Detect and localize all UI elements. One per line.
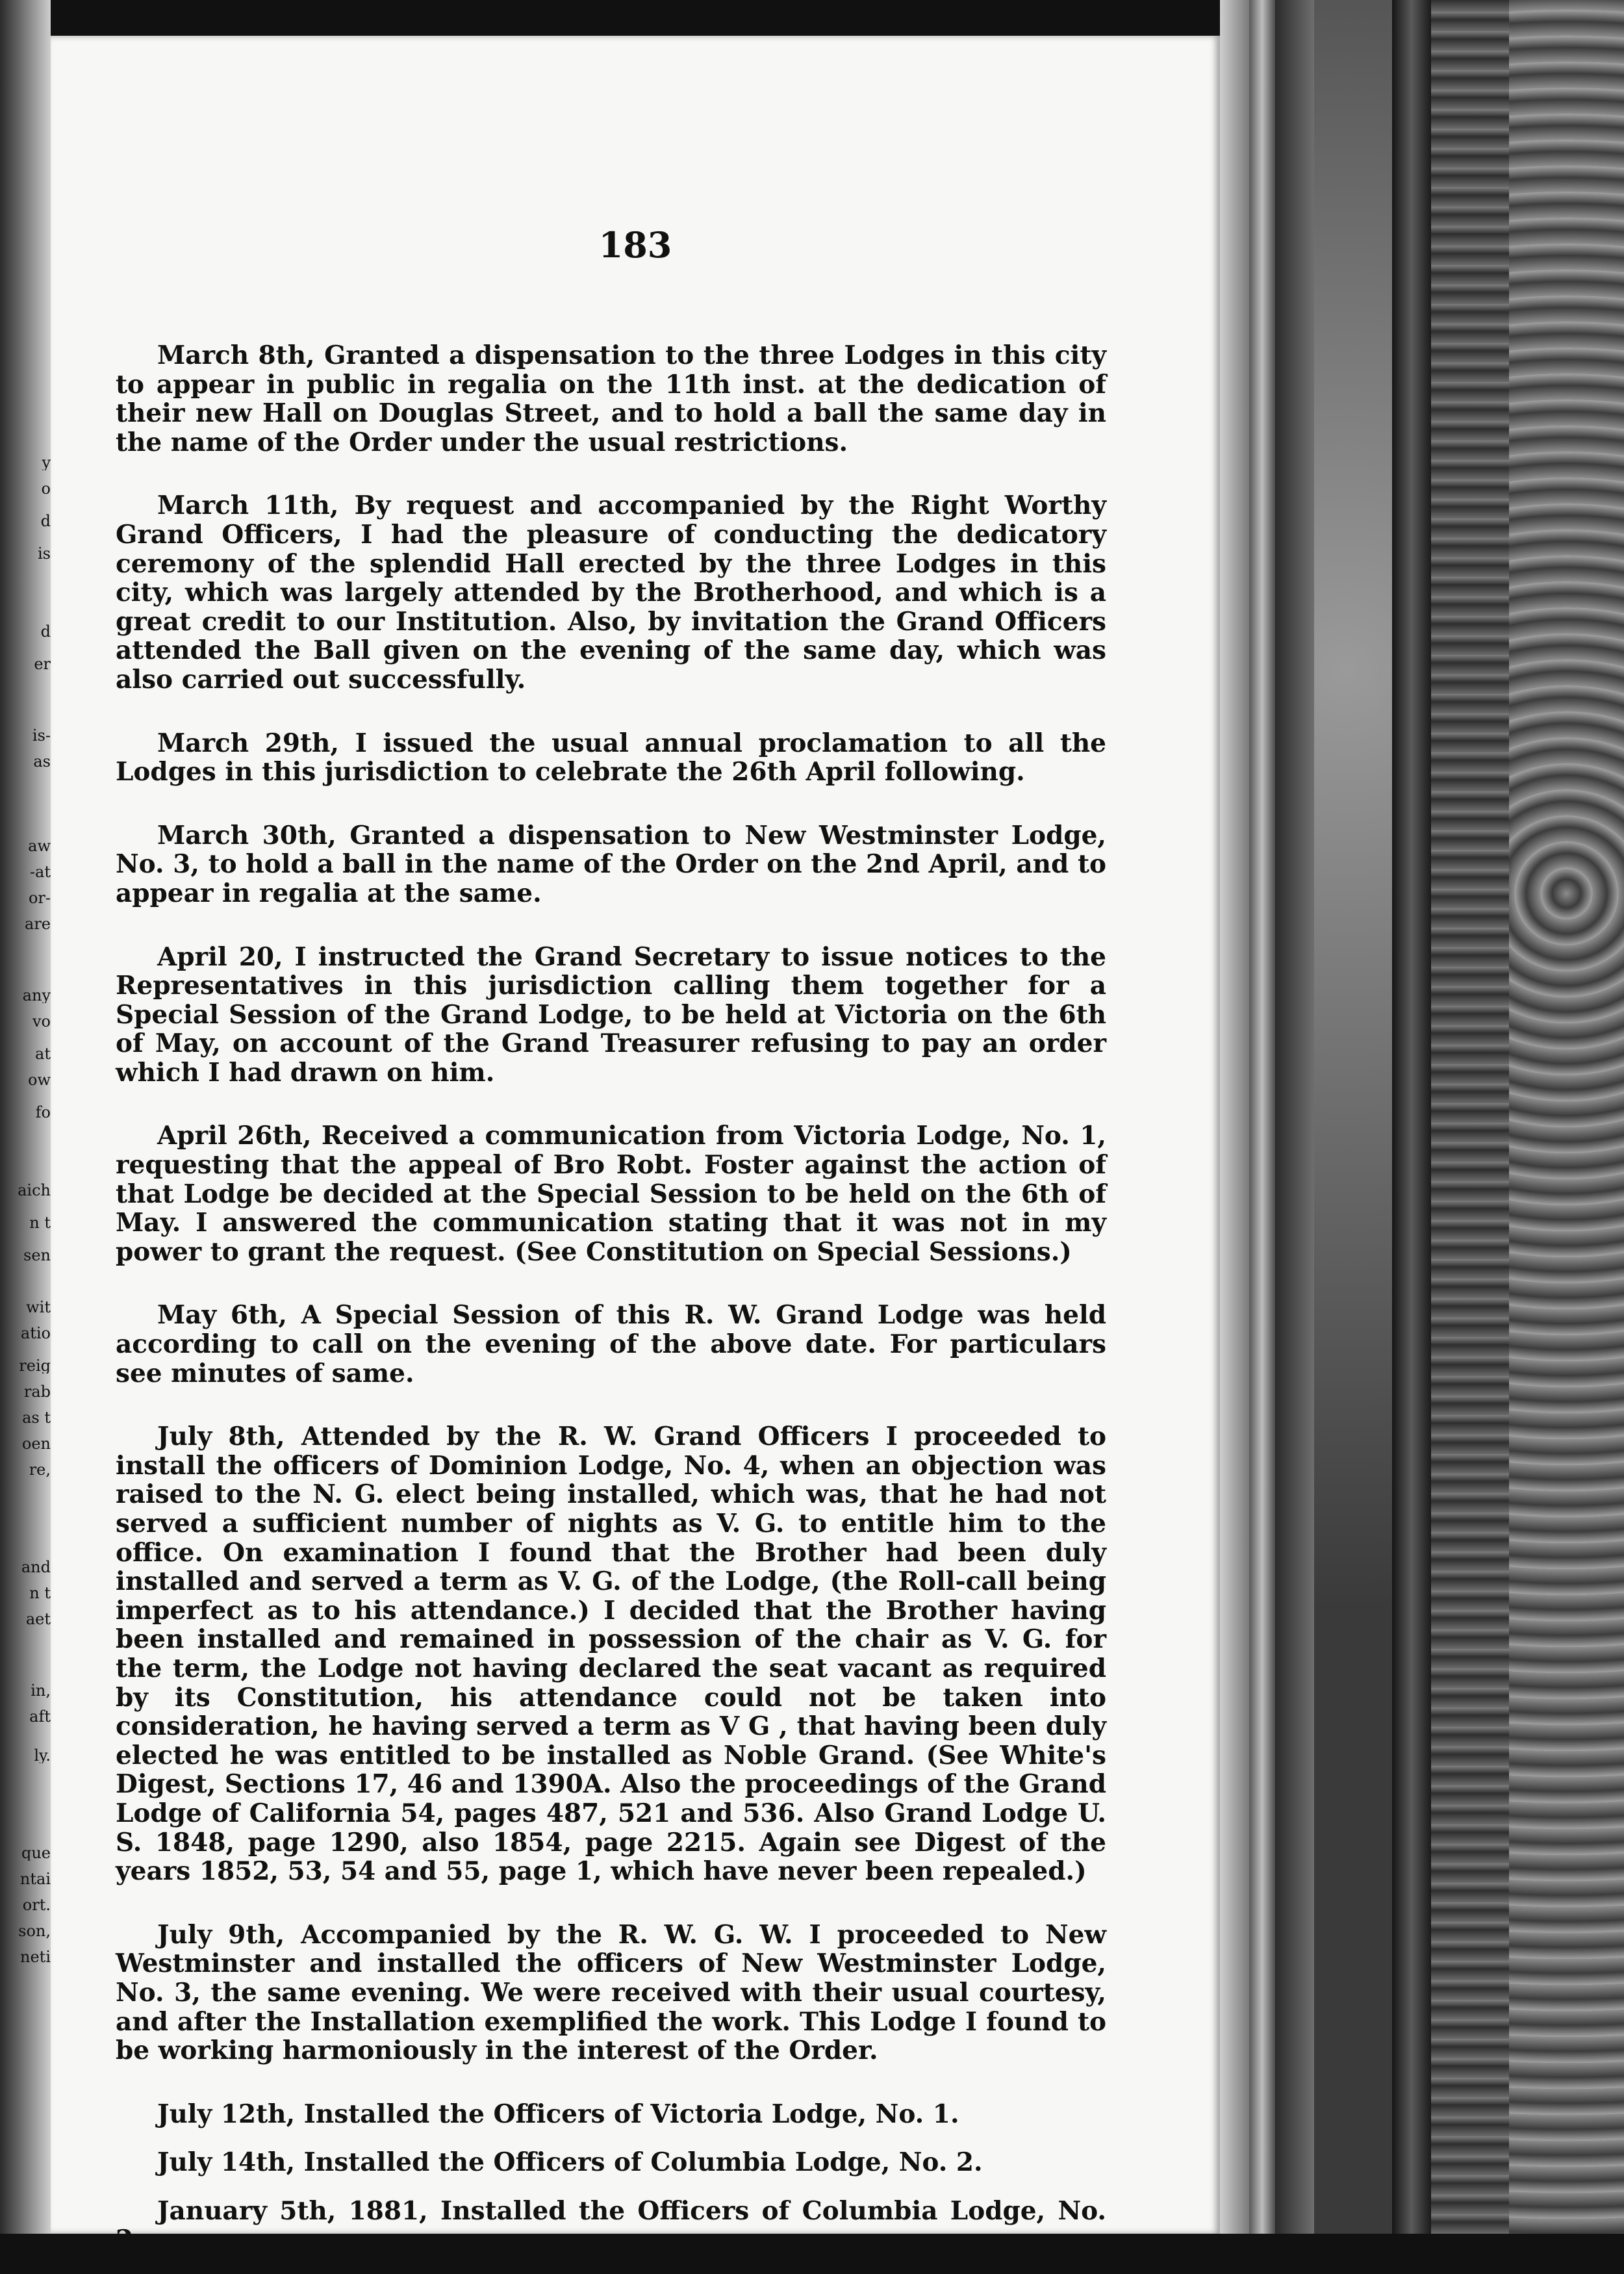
facing-page-fragment: or- <box>28 890 51 906</box>
paragraph-may-6: May 6th, A Special Session of this R. W. Grand Lodge was held according to call on the evening of the above date. For particulars see minutes of same. <box>116 1300 1106 1388</box>
facing-page-fragment: as t <box>22 1410 51 1425</box>
facing-page-fragment: d <box>40 624 51 639</box>
book-page-edges <box>1220 0 1624 2234</box>
facing-page-fragment: aet <box>25 1611 51 1627</box>
facing-page-fragment: is <box>38 546 51 561</box>
facing-page-fragment: any <box>22 988 51 1003</box>
paragraph-july-9: July 9th, Accompanied by the R. W. G. W. I proceeded to New Westminster and installed the officers of New Westminster Lodge, No. 3, the same evening. We were received with their usual courtesy, and after the Installation exemplified the work. This Lodge I found to be working harmoniously in the interest of the Order. <box>116 1919 1106 2066</box>
facing-page-fragment: oen <box>21 1436 51 1451</box>
facing-page-fragment: are <box>25 916 51 932</box>
facing-page-fragment: neti <box>20 1949 51 1965</box>
page-number: 183 <box>598 224 672 266</box>
facing-page-fragment: rab <box>23 1384 51 1399</box>
facing-page-fragment: in, <box>31 1683 51 1698</box>
facing-page-fragment: reig <box>19 1358 51 1373</box>
facing-page-fragment: is- <box>32 728 51 743</box>
paragraph-march-8: March 8th, Granted a dispensation to the three Lodges in this city to appear in public in regalia on the 11th inst. at the dedication of their new Hall on Douglas Street, and to hold a ball the same day in the name of the Order under the usual restrictions. <box>116 340 1106 457</box>
facing-page-fragment: ntai <box>19 1871 51 1887</box>
facing-page-fragment: vo <box>32 1014 51 1029</box>
paragraph-march-29: March 29th, I issued the usual annual proclamation to all the Lodges in this jurisdiction to celebrate the 26th April following. <box>116 728 1106 787</box>
facing-page-fragment: son, <box>18 1923 51 1939</box>
facing-page-fragment: o <box>41 481 51 496</box>
facing-page-fragment: sen <box>23 1247 51 1263</box>
facing-page-fragment: atio <box>20 1325 51 1341</box>
book-page <box>51 36 1220 2255</box>
facing-page-fragment: n t <box>29 1585 51 1601</box>
paragraph-march-11: March 11th, By request and accompanied by the Right Worthy Grand Officers, I had the pleasure of conducting the dedicatory ceremony of the splendid Hall erected by the three Lodges in this city, which was largely attended by the Brotherhood, and which is a great credit to our Institution. Also, by invitation the Grand Officers attended the Ball given on the evening of the same day, which was also carried out successfully. <box>116 491 1106 695</box>
facing-page-fragment: fo <box>35 1105 51 1120</box>
page-body <box>116 341 1106 2274</box>
paragraph-april-20: April 20, I instructed the Grand Secretary to issue notices to the Representatives in this jurisdiction calling them together for a Special Session of the Grand Lodge, to be held at Victoria on the 6th of May, on account of the Grand Treasurer refusing to pay an order which I had drawn on him. <box>116 941 1106 1088</box>
paragraph-march-30: March 30th, Granted a dispensation to New Westminster Lodge, No. 3, to hold a ball in the name of the Order on the 2nd April, and to appear in regalia at the same. <box>116 820 1106 908</box>
facing-page-fragment: as <box>33 754 51 769</box>
facing-page-edge <box>0 0 51 2234</box>
facing-page-fragment: aft <box>29 1709 51 1724</box>
paragraph-july-14: July 14th, Installed the Officers of Columbia Lodge, No. 2. <box>157 2147 983 2178</box>
facing-page-fragment: -at <box>29 864 51 880</box>
facing-page-fragment: ort. <box>22 1897 51 1913</box>
facing-page-fragment: y <box>42 455 51 470</box>
facing-page-fragment: er <box>34 656 51 672</box>
facing-page-fragment: aich <box>18 1182 51 1198</box>
facing-page-fragment: aw <box>28 838 51 854</box>
paragraph-april-26: April 26th, Received a communication from Victoria Lodge, No. 1, requesting that the appeal of Bro Robt. Foster against the action of that Lodge be decided at the Special Session to be held on the 6th of May. I answered the communication stating that it was not in my power to grant the request. (See Constitution on Special Sessions.) <box>116 1121 1106 1267</box>
facing-page-fragment: d <box>40 513 51 529</box>
facing-page-fragment: wit <box>26 1299 51 1315</box>
facing-page-fragment: n t <box>29 1215 51 1231</box>
facing-page-fragment: que <box>21 1845 51 1861</box>
paragraph-january-5: January 5th, 1881, Installed the Officers of Columbia Lodge, No. 2. <box>116 2195 1106 2255</box>
facing-page-fragment: ly. <box>34 1748 51 1763</box>
facing-page-fragment: re, <box>29 1462 51 1477</box>
paragraph-july-8: July 8th, Attended by the R. W. Grand Officers I proceeded to install the officers of Dominion Lodge, No. 4, when an objection was raised to the N. G. elect being installed, which was, that he had not served a sufficient number of nights as V. G. to entitle him to the office. On examination I found that the Brother had been duly installed and served a term as V. G. of the Lodge, (the Roll-call being imperfect as to his attendance.) I decided that the Brother having been installed and remained in possession of the chair as V. G. for the term, the Lodge not having declared the seat vacant as required by its Constitution, his attendance could not be taken into consideration, he having served a term as V G , that having been duly elected he was entitled to be installed as Noble Grand. (See White's Digest, Sections 17, 46 and 1390A. Also the proceedings of the Grand Lodge of California 54, pages 487, 521 and 536. Also Grand Lodge U. S. 1848, page 1290, also 1854, page 2215. Again see Digest of the years 1852, 53, 54 and 55, page 1, which have never been repealed.) <box>116 1422 1106 1887</box>
facing-page-fragment: at <box>35 1046 51 1062</box>
facing-page-fragment: and <box>21 1559 51 1575</box>
facing-page-fragment: ow <box>28 1072 51 1088</box>
paragraph-july-12: July 12th, Installed the Officers of Victoria Lodge, No. 1. <box>157 2099 959 2129</box>
